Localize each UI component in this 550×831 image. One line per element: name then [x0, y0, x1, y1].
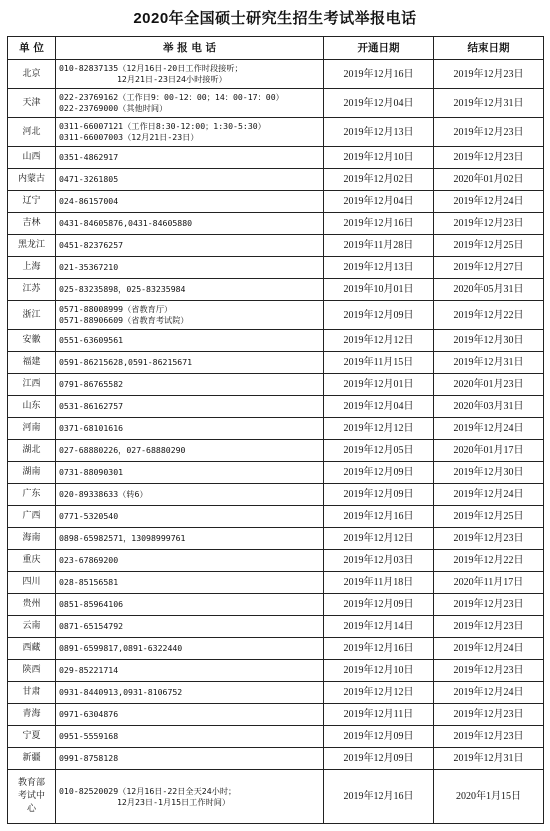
- phone-line: 022-23769000（其他时间）: [59, 103, 168, 113]
- cell-phone: [56, 213, 324, 235]
- cell-start-date: 2019年12月02日: [324, 169, 434, 191]
- cell-unit: 天津: [8, 89, 56, 118]
- cell-phone: [56, 638, 324, 660]
- cell-phone: [56, 279, 324, 301]
- cell-unit: 河南: [8, 418, 56, 440]
- cell-start-date: 2019年11月15日: [324, 352, 434, 374]
- phone-line: 0951-5559168: [59, 731, 119, 741]
- cell-start-date: 2019年12月12日: [324, 528, 434, 550]
- cell-unit: 山西: [8, 147, 56, 169]
- cell-phone: [56, 440, 324, 462]
- table-row: [8, 704, 544, 726]
- table-row: [8, 616, 544, 638]
- phone-line: 0571-88906609（省教育考试院）: [59, 315, 189, 325]
- cell-unit: 四川: [8, 572, 56, 594]
- cell-unit: 山东: [8, 396, 56, 418]
- cell-end-date: 2019年12月31日: [434, 352, 544, 374]
- phone-line: 022-23769162（工作日9：00-12：00；14：00-17：00）: [59, 92, 284, 102]
- table-row: [8, 528, 544, 550]
- phone-line: 0971-6304876: [59, 709, 119, 719]
- cell-unit: 贵州: [8, 594, 56, 616]
- phone-line: 0851-85964106: [59, 599, 124, 609]
- cell-phone: [56, 682, 324, 704]
- cell-phone: [56, 352, 324, 374]
- phone-line: 12月23日-1月15日工作时间）: [117, 796, 231, 807]
- phone-line: 0311-66007003（12月21日-23日）: [59, 132, 199, 142]
- cell-unit: 宁夏: [8, 726, 56, 748]
- phone-line: 0311-66007121（工作日8:30-12:00；1:30-5:30）: [59, 121, 266, 131]
- cell-phone: [56, 506, 324, 528]
- table-row: [8, 484, 544, 506]
- cell-start-date: 2019年12月16日: [324, 506, 434, 528]
- cell-end-date: 2019年12月23日: [434, 704, 544, 726]
- cell-unit: 北京: [8, 60, 56, 89]
- table-row: [8, 235, 544, 257]
- phone-line: 0791-86765582: [59, 379, 124, 389]
- cell-end-date: 2019年12月31日: [434, 748, 544, 770]
- cell-start-date: 2019年12月09日: [324, 301, 434, 330]
- table-row: [8, 147, 544, 169]
- cell-start-date: 2019年12月13日: [324, 118, 434, 147]
- table-row: [8, 118, 544, 147]
- cell-unit: 江西: [8, 374, 56, 396]
- cell-phone: [56, 462, 324, 484]
- phone-line: 028-85156581: [59, 577, 119, 587]
- phone-line: 0531-86162757: [59, 401, 124, 411]
- phone-line: 021-35367210: [59, 262, 119, 272]
- cell-end-date: 2020年11月17日: [434, 572, 544, 594]
- cell-phone: [56, 330, 324, 352]
- phone-line: 0898-65982571，13098999761: [59, 533, 186, 543]
- cell-unit: 湖北: [8, 440, 56, 462]
- table-row: [8, 594, 544, 616]
- phone-line: 0571-88008999（省教育厅）: [59, 304, 173, 314]
- cell-end-date: 2019年12月23日: [434, 594, 544, 616]
- phone-line: 0771-5320540: [59, 511, 119, 521]
- cell-phone: [56, 726, 324, 748]
- cell-start-date: 2019年11月28日: [324, 235, 434, 257]
- table-row: [8, 374, 544, 396]
- cell-start-date: 2019年12月12日: [324, 682, 434, 704]
- phone-line: 0471-3261805: [59, 174, 119, 184]
- table-row: [8, 396, 544, 418]
- table-row: [8, 418, 544, 440]
- phone-line: 12月21日-23日24小时接听）: [117, 74, 227, 84]
- cell-phone: [56, 550, 324, 572]
- cell-end-date: 2019年12月25日: [434, 506, 544, 528]
- cell-unit: 黑龙江: [8, 235, 56, 257]
- cell-unit: 青海: [8, 704, 56, 726]
- cell-start-date: 2019年12月16日: [324, 213, 434, 235]
- cell-end-date: 2019年12月24日: [434, 484, 544, 506]
- cell-unit: 内蒙古: [8, 169, 56, 191]
- cell-unit: 辽宁: [8, 191, 56, 213]
- table-row: [8, 660, 544, 682]
- cell-unit: 广东: [8, 484, 56, 506]
- cell-unit: 陕西: [8, 660, 56, 682]
- cell-start-date: 2019年12月14日: [324, 616, 434, 638]
- cell-end-date: 2019年12月23日: [434, 616, 544, 638]
- cell-start-date: 2019年12月13日: [324, 257, 434, 279]
- cell-start-date: 2019年12月16日: [324, 770, 434, 824]
- cell-start-date: 2019年12月10日: [324, 660, 434, 682]
- phone-line: 020-89338633（转6）: [59, 489, 148, 499]
- phone-line: 025-83235898，025-83235984: [59, 284, 186, 294]
- cell-end-date: 2020年01月23日: [434, 374, 544, 396]
- cell-start-date: 2019年12月04日: [324, 191, 434, 213]
- cell-unit: 海南: [8, 528, 56, 550]
- cell-phone: [56, 191, 324, 213]
- cell-end-date: 2019年12月23日: [434, 147, 544, 169]
- phone-line: 0351-4862917: [59, 152, 119, 162]
- header-start-date: 开通日期: [324, 37, 434, 60]
- phone-line: 0891-6599817,0891-6322440: [59, 643, 183, 653]
- cell-phone: [56, 374, 324, 396]
- cell-phone: [56, 704, 324, 726]
- cell-end-date: 2019年12月24日: [434, 638, 544, 660]
- cell-end-date: 2019年12月27日: [434, 257, 544, 279]
- cell-end-date: 2019年12月30日: [434, 330, 544, 352]
- cell-unit: 湖南: [8, 462, 56, 484]
- phone-line: 0551-63609561: [59, 335, 124, 345]
- cell-start-date: 2019年12月12日: [324, 418, 434, 440]
- cell-unit: 浙江: [8, 301, 56, 330]
- cell-end-date: 2019年12月23日: [434, 528, 544, 550]
- cell-start-date: 2019年12月09日: [324, 594, 434, 616]
- cell-unit: 甘肃: [8, 682, 56, 704]
- cell-start-date: 2019年12月10日: [324, 147, 434, 169]
- phone-line: 0731-88090301: [59, 467, 124, 477]
- table-row: [8, 506, 544, 528]
- phone-line: 0591-86215628,0591-86215671: [59, 357, 193, 367]
- cell-end-date: 2020年01月17日: [434, 440, 544, 462]
- cell-phone: [56, 60, 324, 89]
- cell-start-date: 2019年12月09日: [324, 484, 434, 506]
- cell-unit: 西藏: [8, 638, 56, 660]
- table-row: [8, 191, 544, 213]
- cell-start-date: 2019年12月01日: [324, 374, 434, 396]
- cell-start-date: 2019年12月09日: [324, 726, 434, 748]
- header-end-date: 结束日期: [434, 37, 544, 60]
- cell-start-date: 2019年11月18日: [324, 572, 434, 594]
- cell-phone: [56, 118, 324, 147]
- table-row: [8, 169, 544, 191]
- table-body: [8, 60, 544, 824]
- cell-end-date: 2020年03月31日: [434, 396, 544, 418]
- cell-unit: 江苏: [8, 279, 56, 301]
- cell-phone: [56, 301, 324, 330]
- cell-phone: [56, 770, 324, 824]
- cell-start-date: 2019年12月04日: [324, 89, 434, 118]
- cell-end-date: 2019年12月23日: [434, 660, 544, 682]
- phone-line: 0931-8440913,0931-8106752: [59, 687, 183, 697]
- table-row: [8, 682, 544, 704]
- table-row: [8, 726, 544, 748]
- table-row: [8, 638, 544, 660]
- cell-end-date: 2019年12月23日: [434, 213, 544, 235]
- cell-start-date: 2019年12月12日: [324, 330, 434, 352]
- cell-unit: 河北: [8, 118, 56, 147]
- cell-phone: [56, 147, 324, 169]
- table-row: [8, 330, 544, 352]
- table-row: [8, 60, 544, 89]
- cell-unit: 上海: [8, 257, 56, 279]
- cell-start-date: 2019年12月09日: [324, 462, 434, 484]
- cell-start-date: 2019年12月03日: [324, 550, 434, 572]
- table-row: [8, 462, 544, 484]
- cell-end-date: 2019年12月25日: [434, 235, 544, 257]
- cell-phone: [56, 396, 324, 418]
- cell-start-date: 2019年12月16日: [324, 60, 434, 89]
- cell-phone: [56, 660, 324, 682]
- hotline-table: [7, 36, 544, 824]
- cell-start-date: 2019年12月05日: [324, 440, 434, 462]
- cell-start-date: 2019年12月16日: [324, 638, 434, 660]
- cell-end-date: 2019年12月31日: [434, 89, 544, 118]
- phone-line: 0371-68101616: [59, 423, 124, 433]
- phone-line: 023-67869200: [59, 555, 119, 565]
- table-row: [8, 279, 544, 301]
- cell-end-date: 2019年12月22日: [434, 550, 544, 572]
- table-row: [8, 748, 544, 770]
- cell-unit: 吉林: [8, 213, 56, 235]
- cell-phone: [56, 484, 324, 506]
- table-row: [8, 550, 544, 572]
- table-row: [8, 257, 544, 279]
- table-row: [8, 89, 544, 118]
- table-row: [8, 352, 544, 374]
- cell-end-date: 2019年12月23日: [434, 118, 544, 147]
- table-row: [8, 572, 544, 594]
- cell-unit: 广西: [8, 506, 56, 528]
- cell-end-date: 2019年12月24日: [434, 191, 544, 213]
- cell-unit: 教育部考试中心: [8, 770, 56, 824]
- phone-line: 0871-65154792: [59, 621, 124, 631]
- cell-phone: [56, 572, 324, 594]
- cell-unit: 新疆: [8, 748, 56, 770]
- phone-line: 0991-8758128: [59, 753, 119, 763]
- header-phone: 举 报 电 话: [56, 37, 324, 60]
- cell-phone: [56, 257, 324, 279]
- table-header-row: [8, 37, 544, 60]
- cell-end-date: 2019年12月24日: [434, 418, 544, 440]
- cell-phone: [56, 616, 324, 638]
- phone-line: 029-85221714: [59, 665, 119, 675]
- phone-line: 0451-82376257: [59, 240, 124, 250]
- cell-phone: [56, 748, 324, 770]
- cell-phone: [56, 528, 324, 550]
- phone-line: 0431-84605876,0431-84605880: [59, 218, 193, 228]
- cell-start-date: 2019年12月04日: [324, 396, 434, 418]
- cell-end-date: 2019年12月30日: [434, 462, 544, 484]
- cell-unit: 安徽: [8, 330, 56, 352]
- cell-unit: 云南: [8, 616, 56, 638]
- cell-end-date: 2019年12月24日: [434, 682, 544, 704]
- cell-end-date: 2020年05月31日: [434, 279, 544, 301]
- table-row: [8, 301, 544, 330]
- table-row: [8, 770, 544, 824]
- cell-start-date: 2019年12月11日: [324, 704, 434, 726]
- cell-unit: 重庆: [8, 550, 56, 572]
- cell-phone: [56, 169, 324, 191]
- phone-line: 027-68880226，027-68880290: [59, 445, 186, 455]
- cell-unit: 福建: [8, 352, 56, 374]
- cell-end-date: 2019年12月23日: [434, 60, 544, 89]
- table-row: [8, 213, 544, 235]
- cell-start-date: 2019年12月09日: [324, 748, 434, 770]
- table-row: [8, 440, 544, 462]
- cell-end-date: 2019年12月22日: [434, 301, 544, 330]
- header-unit: 单 位: [8, 37, 56, 60]
- cell-start-date: 2019年10月01日: [324, 279, 434, 301]
- page-title: 2020年全国硕士研究生招生考试举报电话: [133, 9, 417, 27]
- phone-line: 010-82520029（12月16日-22日全天24小时；: [59, 785, 237, 796]
- phone-line: 024-86157004: [59, 196, 119, 206]
- cell-phone: [56, 89, 324, 118]
- cell-phone: [56, 418, 324, 440]
- phone-line: 010-82837135（12月16日-20日工作时段接听；: [59, 63, 243, 73]
- cell-end-date: 2020年1月15日: [434, 770, 544, 824]
- cell-end-date: 2019年12月23日: [434, 726, 544, 748]
- cell-phone: [56, 594, 324, 616]
- cell-phone: [56, 235, 324, 257]
- cell-end-date: 2020年01月02日: [434, 169, 544, 191]
